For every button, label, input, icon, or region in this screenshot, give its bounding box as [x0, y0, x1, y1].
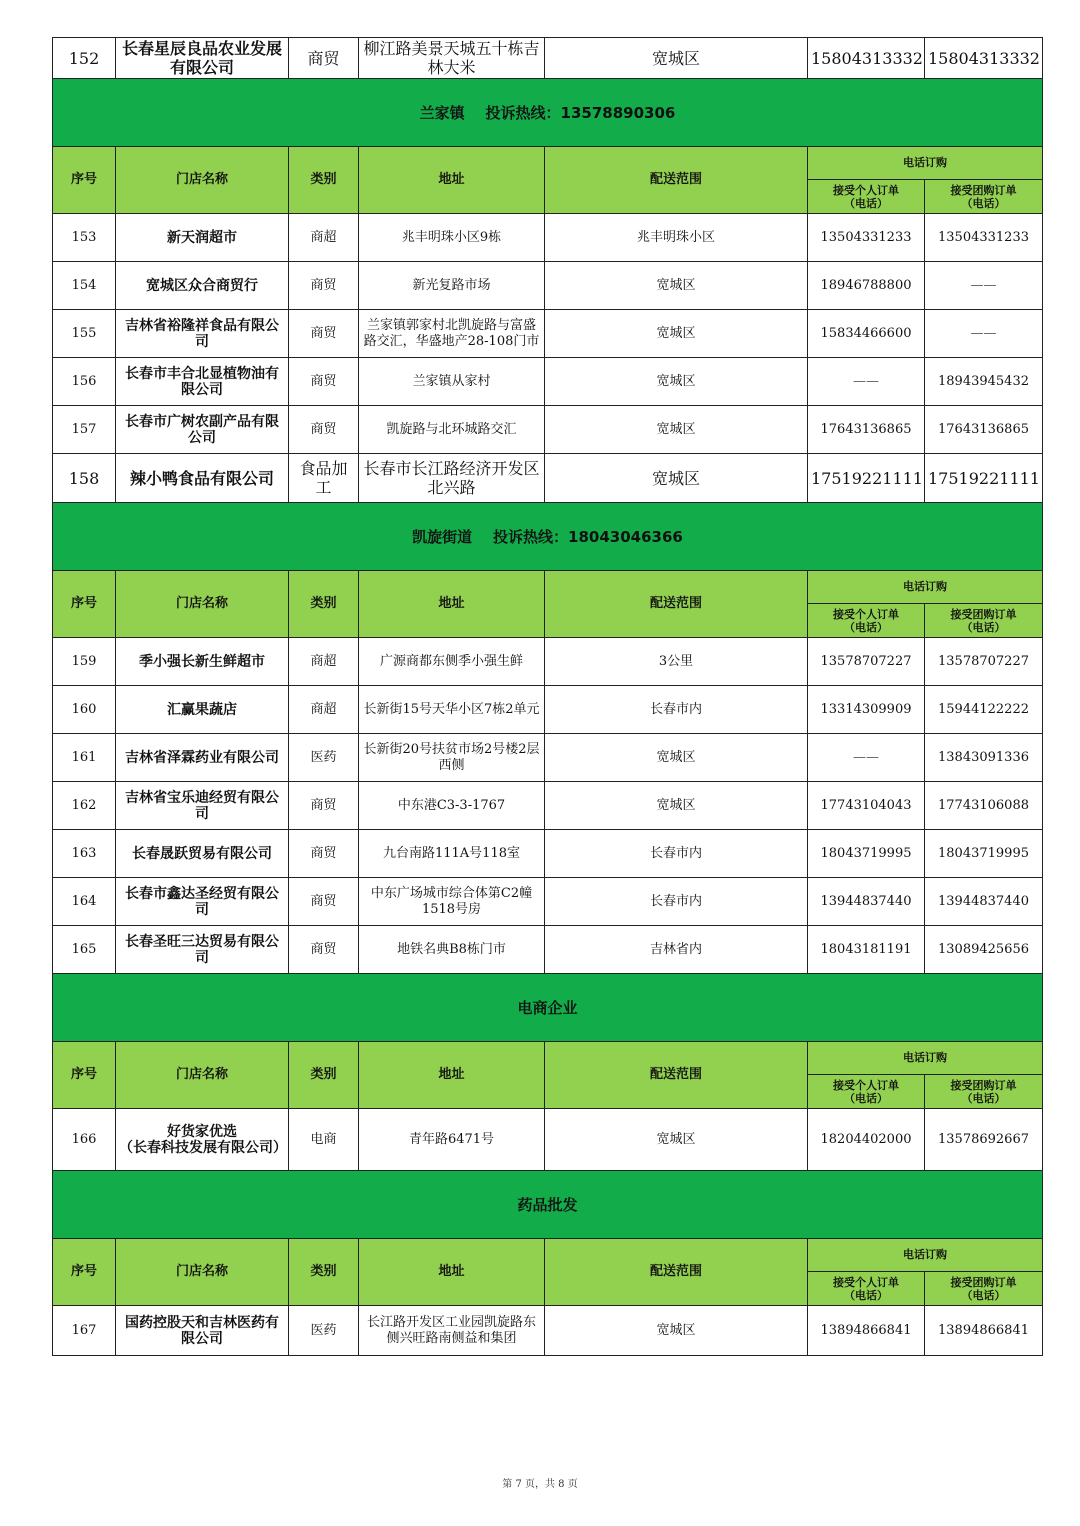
delivery-scope: 吉林省内	[545, 926, 808, 974]
group-order-phone: 13504331233	[925, 214, 1043, 262]
store-address: 凯旋路与北环城路交汇	[359, 406, 545, 454]
personal-order-phone: 17643136865	[808, 406, 925, 454]
header-name: 门店名称	[116, 147, 289, 214]
store-address: 柳江路美景天城五十栋吉林大米	[359, 38, 545, 79]
delivery-scope: 长春市内	[545, 686, 808, 734]
store-address: 中东港C3-3-1767	[359, 782, 545, 830]
group-order-phone: 18043719995	[925, 830, 1043, 878]
store-address: 长新街20号扶贫市场2号楼2层西侧	[359, 734, 545, 782]
group-order-phone: ——	[925, 262, 1043, 310]
header-name: 门店名称	[116, 1239, 289, 1306]
header-group: 接受团购订单 （电话）	[925, 1075, 1043, 1109]
group-order-phone: 15804313332	[925, 38, 1043, 79]
personal-order-phone: 13504331233	[808, 214, 925, 262]
store-address: 长新街15号天华小区7栋2单元	[359, 686, 545, 734]
table-row	[53, 1306, 1043, 1356]
row-number: 153	[53, 214, 116, 262]
row-number: 160	[53, 686, 116, 734]
store-name: 国药控股天和吉林医药有限公司	[116, 1306, 289, 1356]
group-order-phone: 13843091336	[925, 734, 1043, 782]
store-name: 辣小鸭食品有限公司	[116, 454, 289, 503]
group-order-phone: 18943945432	[925, 358, 1043, 406]
personal-order-phone: 17743104043	[808, 782, 925, 830]
personal-order-phone: 13894866841	[808, 1306, 925, 1356]
group-order-phone: 13578692667	[925, 1109, 1043, 1171]
personal-order-phone: 15804313332	[808, 38, 925, 79]
group-order-phone: 15944122222	[925, 686, 1043, 734]
delivery-scope: 宽城区	[545, 262, 808, 310]
header-no: 序号	[53, 1239, 116, 1306]
table-row	[53, 454, 1043, 503]
section-title: 药品批发	[53, 1171, 1043, 1239]
section-title-row	[53, 974, 1043, 1042]
section-title-row	[53, 79, 1043, 147]
store-type: 商贸	[289, 926, 359, 974]
group-order-phone: ——	[925, 310, 1043, 358]
store-name: 长春星辰良品农业发展有限公司	[116, 38, 289, 79]
store-name: 长春圣旺三达贸易有限公司	[116, 926, 289, 974]
personal-order-phone: ——	[808, 358, 925, 406]
table-row	[53, 310, 1043, 358]
store-name: 长春晟跃贸易有限公司	[116, 830, 289, 878]
header-no: 序号	[53, 147, 116, 214]
header-scope: 配送范围	[545, 571, 808, 638]
header-row	[53, 147, 1043, 180]
header-phone-group: 电话订购	[808, 571, 1043, 604]
store-name: 宽城区众合商贸行	[116, 262, 289, 310]
header-phone-group: 电话订购	[808, 1042, 1043, 1075]
header-address: 地址	[359, 1042, 545, 1109]
row-number: 155	[53, 310, 116, 358]
store-type: 医药	[289, 734, 359, 782]
store-type: 商贸	[289, 310, 359, 358]
store-table-sheet	[52, 37, 1042, 1356]
table-row	[53, 878, 1043, 926]
row-number: 156	[53, 358, 116, 406]
personal-order-phone: 18946788800	[808, 262, 925, 310]
group-order-phone: 13894866841	[925, 1306, 1043, 1356]
personal-order-phone: 15834466600	[808, 310, 925, 358]
store-address: 新光复路市场	[359, 262, 545, 310]
store-type: 商贸	[289, 262, 359, 310]
table-row	[53, 214, 1043, 262]
delivery-scope: 宽城区	[545, 734, 808, 782]
section-title-row	[53, 503, 1043, 571]
header-phone-group: 电话订购	[808, 147, 1043, 180]
personal-order-phone: 13578707227	[808, 638, 925, 686]
header-type: 类别	[289, 571, 359, 638]
header-personal: 接受个人订单 （电话）	[808, 1075, 925, 1109]
row-number: 161	[53, 734, 116, 782]
store-type: 电商	[289, 1109, 359, 1171]
header-row	[53, 1239, 1043, 1272]
row-number: 152	[53, 38, 116, 79]
table-row	[53, 262, 1043, 310]
personal-order-phone: 17519221111	[808, 454, 925, 503]
row-number: 157	[53, 406, 116, 454]
store-type: 商超	[289, 686, 359, 734]
table-row	[53, 686, 1043, 734]
table-row	[53, 1109, 1043, 1171]
row-number: 162	[53, 782, 116, 830]
store-type: 商贸	[289, 782, 359, 830]
header-address: 地址	[359, 571, 545, 638]
store-type: 商贸	[289, 406, 359, 454]
header-type: 类别	[289, 147, 359, 214]
header-personal: 接受个人订单 （电话）	[808, 180, 925, 214]
delivery-scope: 3公里	[545, 638, 808, 686]
header-group: 接受团购订单 （电话）	[925, 604, 1043, 638]
store-type: 食品加工	[289, 454, 359, 503]
store-name: 汇赢果蔬店	[116, 686, 289, 734]
personal-order-phone: ——	[808, 734, 925, 782]
header-address: 地址	[359, 1239, 545, 1306]
store-name: 新天润超市	[116, 214, 289, 262]
store-type: 商贸	[289, 878, 359, 926]
section-title: 电商企业	[53, 974, 1043, 1042]
store-address: 青年路6471号	[359, 1109, 545, 1171]
section-title: 兰家镇 投诉热线：13578890306	[53, 79, 1043, 147]
table-row	[53, 734, 1043, 782]
header-scope: 配送范围	[545, 1042, 808, 1109]
store-table	[52, 37, 1043, 1356]
header-phone-group: 电话订购	[808, 1239, 1043, 1272]
store-address: 长江路开发区工业园凯旋路东侧兴旺路南侧益和集团	[359, 1306, 545, 1356]
delivery-scope: 宽城区	[545, 1109, 808, 1171]
header-type: 类别	[289, 1042, 359, 1109]
header-no: 序号	[53, 1042, 116, 1109]
row-number: 154	[53, 262, 116, 310]
group-order-phone: 17743106088	[925, 782, 1043, 830]
delivery-scope: 长春市内	[545, 878, 808, 926]
delivery-scope: 宽城区	[545, 454, 808, 503]
personal-order-phone: 13944837440	[808, 878, 925, 926]
store-type: 商超	[289, 214, 359, 262]
row-number: 165	[53, 926, 116, 974]
store-type: 商超	[289, 638, 359, 686]
store-name: 吉林省宝乐迪经贸有限公司	[116, 782, 289, 830]
store-name: 吉林省泽霖药业有限公司	[116, 734, 289, 782]
personal-order-phone: 18043181191	[808, 926, 925, 974]
row-number: 164	[53, 878, 116, 926]
row-number: 167	[53, 1306, 116, 1356]
store-name: 好货家优选 （长春科技发展有限公司）	[116, 1109, 289, 1171]
header-row	[53, 571, 1043, 604]
row-number: 163	[53, 830, 116, 878]
delivery-scope: 宽城区	[545, 310, 808, 358]
header-group: 接受团购订单 （电话）	[925, 180, 1043, 214]
group-order-phone: 17643136865	[925, 406, 1043, 454]
delivery-scope: 宽城区	[545, 358, 808, 406]
table-row	[53, 926, 1043, 974]
section-title-row	[53, 1171, 1043, 1239]
store-address: 九台南路111A号118室	[359, 830, 545, 878]
table-row	[53, 38, 1043, 79]
store-address: 兰家镇郭家村北凯旋路与富盛路交汇，华盛地产28-108门市	[359, 310, 545, 358]
table-row	[53, 358, 1043, 406]
store-address: 长春市长江路经济开发区北兴路	[359, 454, 545, 503]
row-number: 158	[53, 454, 116, 503]
header-row	[53, 1042, 1043, 1075]
header-group: 接受团购订单 （电话）	[925, 1272, 1043, 1306]
store-address: 兆丰明珠小区9栋	[359, 214, 545, 262]
row-number: 166	[53, 1109, 116, 1171]
store-type: 商贸	[289, 38, 359, 79]
header-scope: 配送范围	[545, 147, 808, 214]
section-title: 凯旋街道 投诉热线：18043046366	[53, 503, 1043, 571]
group-order-phone: 17519221111	[925, 454, 1043, 503]
store-address: 中东广场城市综合体第C2幢1518号房	[359, 878, 545, 926]
header-personal: 接受个人订单 （电话）	[808, 1272, 925, 1306]
store-type: 商贸	[289, 830, 359, 878]
group-order-phone: 13944837440	[925, 878, 1043, 926]
header-scope: 配送范围	[545, 1239, 808, 1306]
store-address: 兰家镇从家村	[359, 358, 545, 406]
table-row	[53, 830, 1043, 878]
row-number: 159	[53, 638, 116, 686]
store-name: 长春市广树农副产品有限公司	[116, 406, 289, 454]
header-address: 地址	[359, 147, 545, 214]
table-row	[53, 782, 1043, 830]
store-name: 长春市鑫达圣经贸有限公司	[116, 878, 289, 926]
personal-order-phone: 13314309909	[808, 686, 925, 734]
personal-order-phone: 18043719995	[808, 830, 925, 878]
header-type: 类别	[289, 1239, 359, 1306]
header-name: 门店名称	[116, 571, 289, 638]
store-type: 医药	[289, 1306, 359, 1356]
delivery-scope: 宽城区	[545, 782, 808, 830]
page-footer: 第 7 页，共 8 页	[502, 1479, 578, 1490]
delivery-scope: 宽城区	[545, 406, 808, 454]
delivery-scope: 宽城区	[545, 38, 808, 79]
store-name: 长春市丰合北显植物油有限公司	[116, 358, 289, 406]
store-type: 商贸	[289, 358, 359, 406]
delivery-scope: 宽城区	[545, 1306, 808, 1356]
delivery-scope: 长春市内	[545, 830, 808, 878]
group-order-phone: 13089425656	[925, 926, 1043, 974]
table-row	[53, 638, 1043, 686]
group-order-phone: 13578707227	[925, 638, 1043, 686]
store-address: 广源商都东侧季小强生鲜	[359, 638, 545, 686]
store-name: 季小强长新生鲜超市	[116, 638, 289, 686]
delivery-scope: 兆丰明珠小区	[545, 214, 808, 262]
header-personal: 接受个人订单 （电话）	[808, 604, 925, 638]
header-name: 门店名称	[116, 1042, 289, 1109]
store-address: 地铁名典B8栋门市	[359, 926, 545, 974]
table-row	[53, 406, 1043, 454]
header-no: 序号	[53, 571, 116, 638]
store-name: 吉林省裕隆祥食品有限公司	[116, 310, 289, 358]
personal-order-phone: 18204402000	[808, 1109, 925, 1171]
